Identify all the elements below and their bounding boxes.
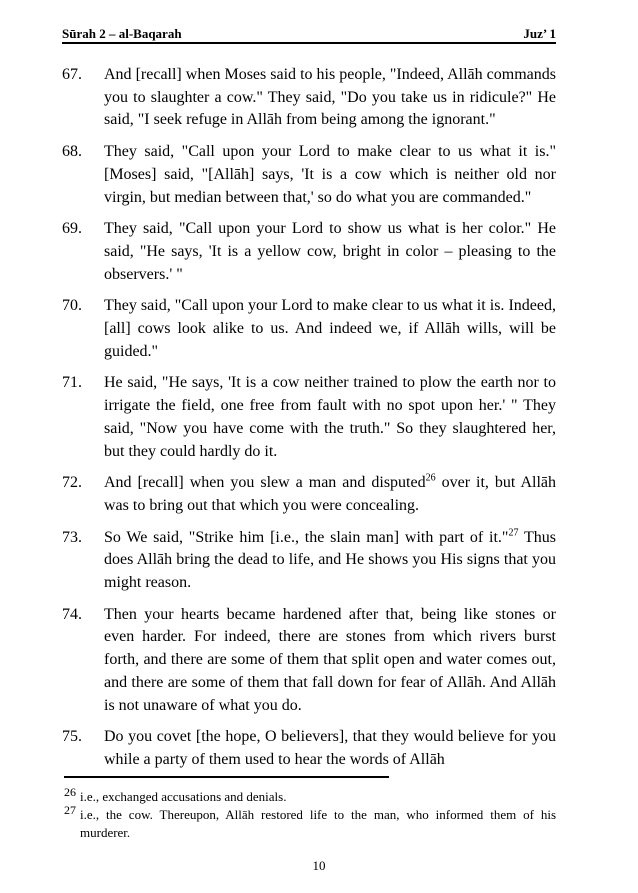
verse-text: And [recall] when Moses said to his people, "Indeed, Allāh commands you to slaughter a cow." They said, "Do you take us in ridicule?" He said, "I seek refuge in Allāh from being among the ignorant.": [104, 66, 556, 129]
verse-number: 68.: [62, 143, 82, 161]
verse-text: [104, 527, 556, 595]
footnote-mark: 26: [64, 785, 76, 799]
verse-text-part: over it, but Allāh was to bring out that which you were concealing.: [104, 474, 556, 514]
header-divider: [62, 42, 556, 44]
footnote-mark: 27: [64, 803, 76, 817]
verse-text: [104, 472, 556, 517]
verse-67: [62, 64, 556, 132]
page-number: 10: [312, 858, 326, 873]
footnote-26: [64, 785, 556, 806]
footnote-27: [64, 803, 556, 842]
verse-text: Do you covet [the hope, O believers], that they would believe for you while a party of them used to hear the words of Allāh: [104, 728, 556, 768]
footnote-reference[interactable]: 26: [425, 472, 436, 484]
verse-71: [62, 372, 556, 463]
verse-number: 67.: [62, 66, 82, 83]
footnotes: [64, 785, 556, 842]
verse-number: 73.: [62, 528, 82, 546]
verse-number: 70.: [62, 297, 82, 315]
surah-title: Sūrah 2 – al-Baqarah: [62, 26, 182, 41]
juz-label: Juz’ 1: [523, 26, 556, 41]
verse-73: [62, 527, 556, 595]
verse-text: Then your hearts became hardened after that, being like stones or even harder. For indeed, there are stones from which rivers burst forth, and there are some of them that split open and water comes out, and there are some of them that fall down for fear of Allāh. And Allāh is not unaware of what you do.: [104, 605, 556, 714]
verse-number: 75.: [62, 728, 82, 746]
footnote-text: i.e., the cow. Thereupon, Allāh restored life to the man, who informed them of his murderer.: [80, 807, 556, 840]
verse-72: [62, 472, 556, 517]
running-header: [62, 22, 556, 42]
verse-text-part: Thus does Allāh bring the dead to life, and He shows you His signs that you might reason.: [104, 528, 557, 592]
verse-70: [62, 295, 556, 363]
verse-list: [62, 64, 556, 781]
verse-text: They said, "Call upon your Lord to make clear to us what it is." [Moses] said, "[Allāh] says, 'It is a cow which is neither old nor virgin, but median between that,' so do what you are commanded.": [104, 143, 556, 206]
verse-text-part: And [recall] when you slew a man and disputed: [104, 474, 426, 492]
footnote-divider: [64, 776, 389, 778]
verse-text-part: So We said, "Strike him [i.e., the slain man] with part of it.": [104, 528, 509, 546]
verse-number: 72.: [62, 474, 82, 492]
verse-number: 74.: [62, 605, 82, 623]
verse-number: 71.: [62, 374, 82, 392]
verse-69: [62, 218, 556, 286]
verse-number: 69.: [62, 220, 82, 238]
verse-text: They said, "Call upon your Lord to make clear to us what it is. Indeed, [all] cows look alike to us. And indeed we, if Allāh wills, will be guided.": [104, 297, 556, 360]
verse-text: They said, "Call upon your Lord to show us what is her color." He said, "He says, 'It is a yellow cow, bright in color – pleasing to the observers.' ": [104, 220, 556, 283]
footnote-reference[interactable]: 27: [508, 527, 519, 539]
verse-74: [62, 604, 556, 718]
verse-68: [62, 141, 556, 209]
verse-75: [62, 726, 556, 771]
verse-text: He said, "He says, 'It is a cow neither trained to plow the earth nor to irrigate the field, one free from fault with no spot upon her.' " They said, "Now you have come with the truth." So they slaughtered her, but they could hardly do it.: [104, 374, 556, 460]
footnote-text: i.e., exchanged accusations and denials.: [80, 789, 287, 804]
